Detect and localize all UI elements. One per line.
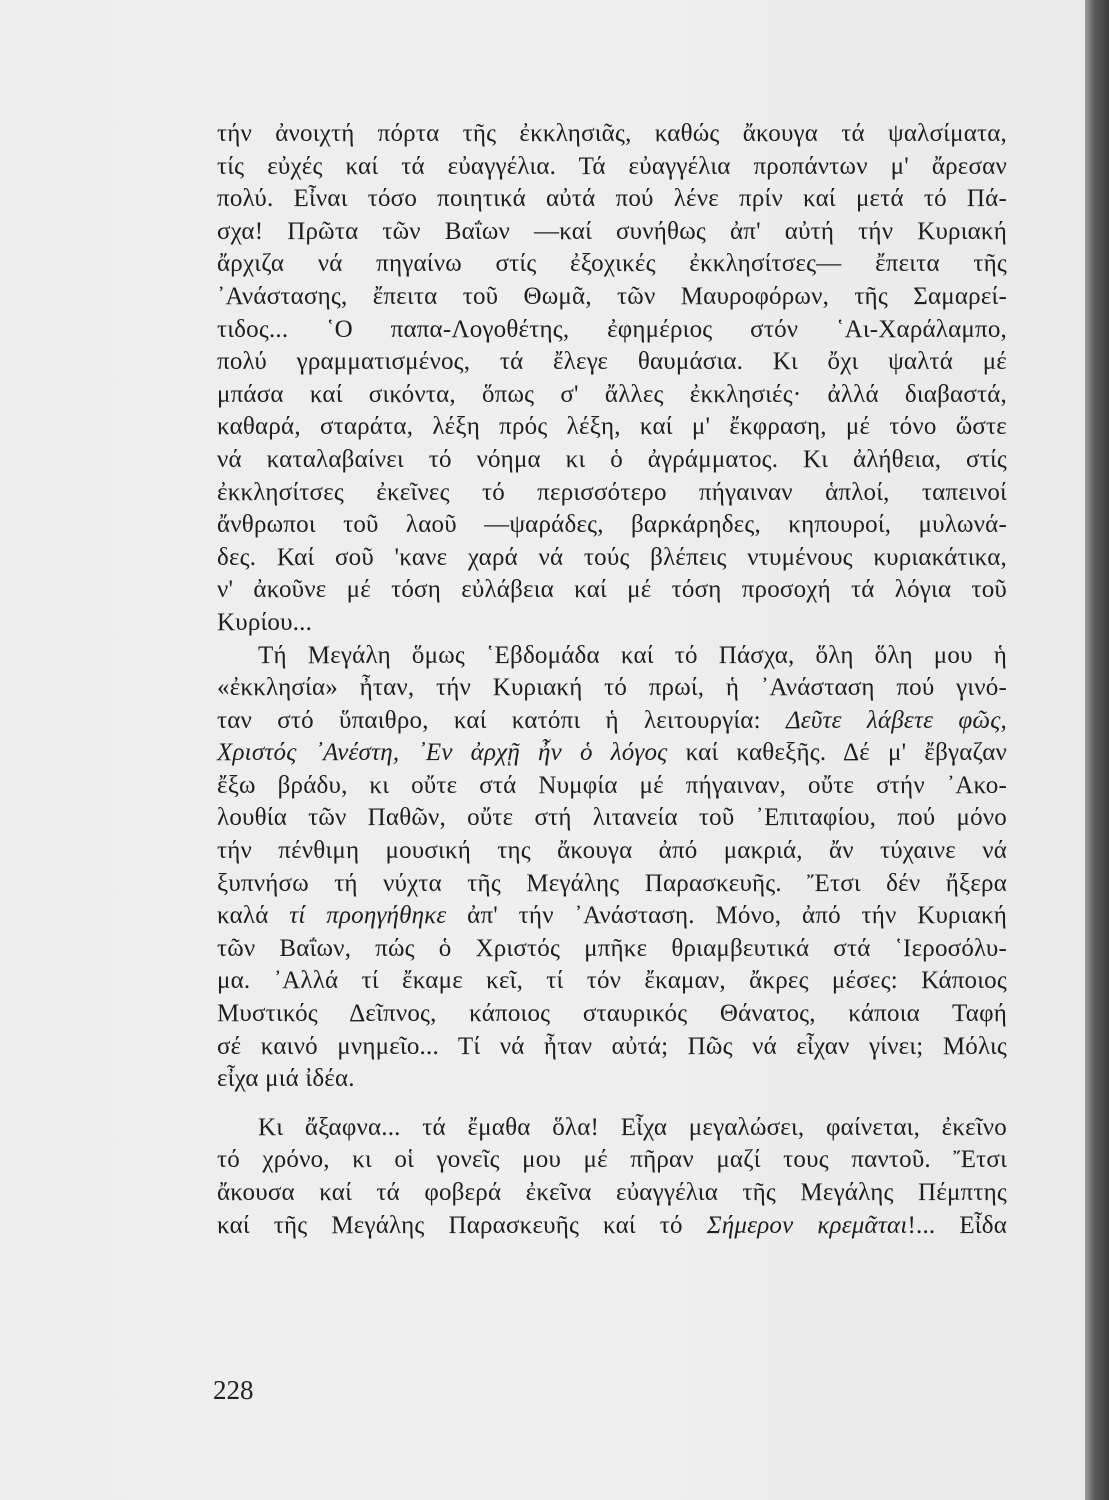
text-line: ἄνθρωποι τοῦ λαοῦ —ψαράδες, βαρκάρηδες, κηπουροί, μυλωνά- (217, 511, 1007, 539)
text-line: ἄρχιζα νά πηγαίνω στίς ἐξοχικές ἐκκλησίτσες— ἔπειτα τῆς (217, 250, 1007, 278)
text-line: ν' ἀκοῦνε μέ τόση εὐλάβεια καί μέ τόση προσοχή τά λόγια τοῦ (217, 576, 1007, 604)
italic-quote: Χριστός ᾽Ανέστη, ᾽Εν ἀρχῇ ἦν ὁ λόγος (217, 739, 668, 767)
text-line: τήν πένθιμη μουσική της ἄκουγα ἀπό μακριά, ἄν τύχαινε νά (217, 837, 1007, 865)
text-line: πολύ γραμματισμένος, τά ἔλεγε θαυμάσια. Κι ὄχι ψαλτά μέ (217, 348, 1007, 376)
text-line: πολύ. Εἶναι τόσο ποιητικά αὐτά πού λένε πρίν καί μετά τό Πά- (217, 185, 1007, 213)
text-line: τιδος... ῾Ο παπα-Λογοθέτης, ἐφημέριος στόν ῾Αι-Χαράλαμπο, (217, 315, 1007, 343)
text-line: ξυπνήσω τή νύχτα τῆς Μεγάλης Παρασκευῆς. Ἔτσι δέν ἤξερα (217, 869, 1007, 897)
text-line (217, 900, 1007, 933)
text-line: ἐκκλησίτσες ἐκεῖνες τό περισσότερο πήγαιναν ἁπλοί, ταπεινοί (217, 478, 1007, 506)
text-line: νά καταλαβαίνει τό νόημα κι ὁ ἀγράμματος. Κι ἀλήθεια, στίς (217, 445, 1007, 473)
text-segment: καί τῆς Μεγάλης Παρασκευῆς καί τό (217, 1211, 683, 1239)
text-line (217, 737, 1007, 770)
text-line: ἄκουσα καί τά φοβερά ἐκεῖνα εὐαγγέλια τῆς Μεγάλης Πέμπτης (217, 1179, 1007, 1206)
text-line (217, 705, 1007, 738)
italic-quote: Σήμερον κρεμᾶται (706, 1211, 908, 1239)
text-line: δες. Καί σοῦ 'κανε χαρά νά τούς βλέπεις ντυμένους κυριακάτικα, (217, 543, 1007, 571)
page-number: 228 (213, 1375, 254, 1405)
text-line: μπάσα καί σικόντα, ὅπως σ' ἄλλες ἐκκλησιές· ἀλλά διαβαστά, (217, 380, 1007, 408)
text-line: Κυρίου... (217, 608, 313, 636)
text-line (217, 1210, 1007, 1243)
text-line: σχα! Πρῶτα τῶν Βαΐων —καί συνήθως ἀπ' αὐτή τήν Κυριακή (217, 217, 1007, 245)
text-line: εἶχα μιά ἰδέα. (217, 1065, 355, 1093)
text-line: Μυστικός Δεῖπνος, κάποιος σταυρικός Θάνατος, κάποια Ταφή (217, 1000, 1007, 1028)
text-line: τό χρόνο, κι οἱ γονεῖς μου μέ πῆραν μαζί τους παντοῦ. Ἔτσι (217, 1146, 1007, 1174)
text-line: καθαρά, σταράτα, λέξη πρός λέξη, καί μ' ἔκφραση, μέ τόνο ὥστε (217, 413, 1007, 441)
text-segment: ταν στό ὕπαιθρο, καί κατόπι ἡ λειτουργία: (217, 706, 761, 734)
text-line: Τή Μεγάλη ὅμως ῾Εβδομάδα καί τό Πάσχα, ὅλη ὅλη μου ἡ (258, 641, 1007, 669)
text-segment: !... Εἶδα (907, 1211, 1007, 1239)
binding-shadow (1085, 0, 1109, 1500)
text-line: τήν ἀνοιχτή πόρτα τῆς ἐκκλησιᾶς, καθώς ἄκουγα τά ψαλσίματα, (217, 120, 1007, 147)
text-line: ᾽Ανάστασης, ἔπειτα τοῦ Θωμᾶ, τῶν Μαυροφόρων, τῆς Σαμαρεί- (217, 282, 1007, 310)
text-segment: καλά (217, 902, 269, 930)
text-line: Κι ἄξαφνα... τά ἔμαθα ὅλα! Εἶχα μεγαλώσει, φαίνεται, ἐκεῖνο (258, 1113, 1007, 1141)
text-line: τῶν Βαΐων, πώς ὁ Χριστός μπῆκε θριαμβευτικά στά ῾Ιεροσόλυ- (217, 934, 1007, 962)
italic-quote-group (707, 1212, 1007, 1239)
text-line: τίς εὐχές καί τά εὐαγγέλια. Τά εὐαγγέλια προπάντων μ' ἄρεσαν (217, 152, 1007, 180)
text-line: ἔξω βράδυ, κι οὔτε στά Νυμφία μέ πήγαιναν, οὔτε στήν ᾽Ακο- (217, 771, 1007, 799)
text-line: «ἐκκλησία» ἦταν, τήν Κυριακή τό πρωί, ἡ ᾽Ανάσταση πού γινό- (217, 674, 1007, 702)
text-line: σέ καινό μνημεῖο... Τί νά ἦταν αὐτά; Πῶς νά εἶχαν γίνει; Μόλις (217, 1032, 1007, 1060)
italic-quote: τί προηγήθηκε (289, 902, 447, 930)
text-segment: καί καθεξῆς. Δέ μ' ἔβγαζαν (685, 739, 1007, 767)
text-line: λουθία τῶν Παθῶν, οὔτε στή λιτανεία τοῦ ᾽Επιταφίου, πού μόνο (217, 804, 1007, 832)
body-text (217, 118, 1007, 1242)
text-line: μα. ᾽Αλλά τί ἔκαμε κεῖ, τί τόν ἔκαμαν, ἄκρες μέσες: Κάποιος (217, 967, 1007, 995)
text-segment: ἀπ' τήν ᾽Ανάσταση. Μόνο, ἀπό τήν Κυριακή (467, 902, 1008, 930)
italic-quote: Δεῦτε λάβετε φῶς, (785, 706, 1008, 734)
